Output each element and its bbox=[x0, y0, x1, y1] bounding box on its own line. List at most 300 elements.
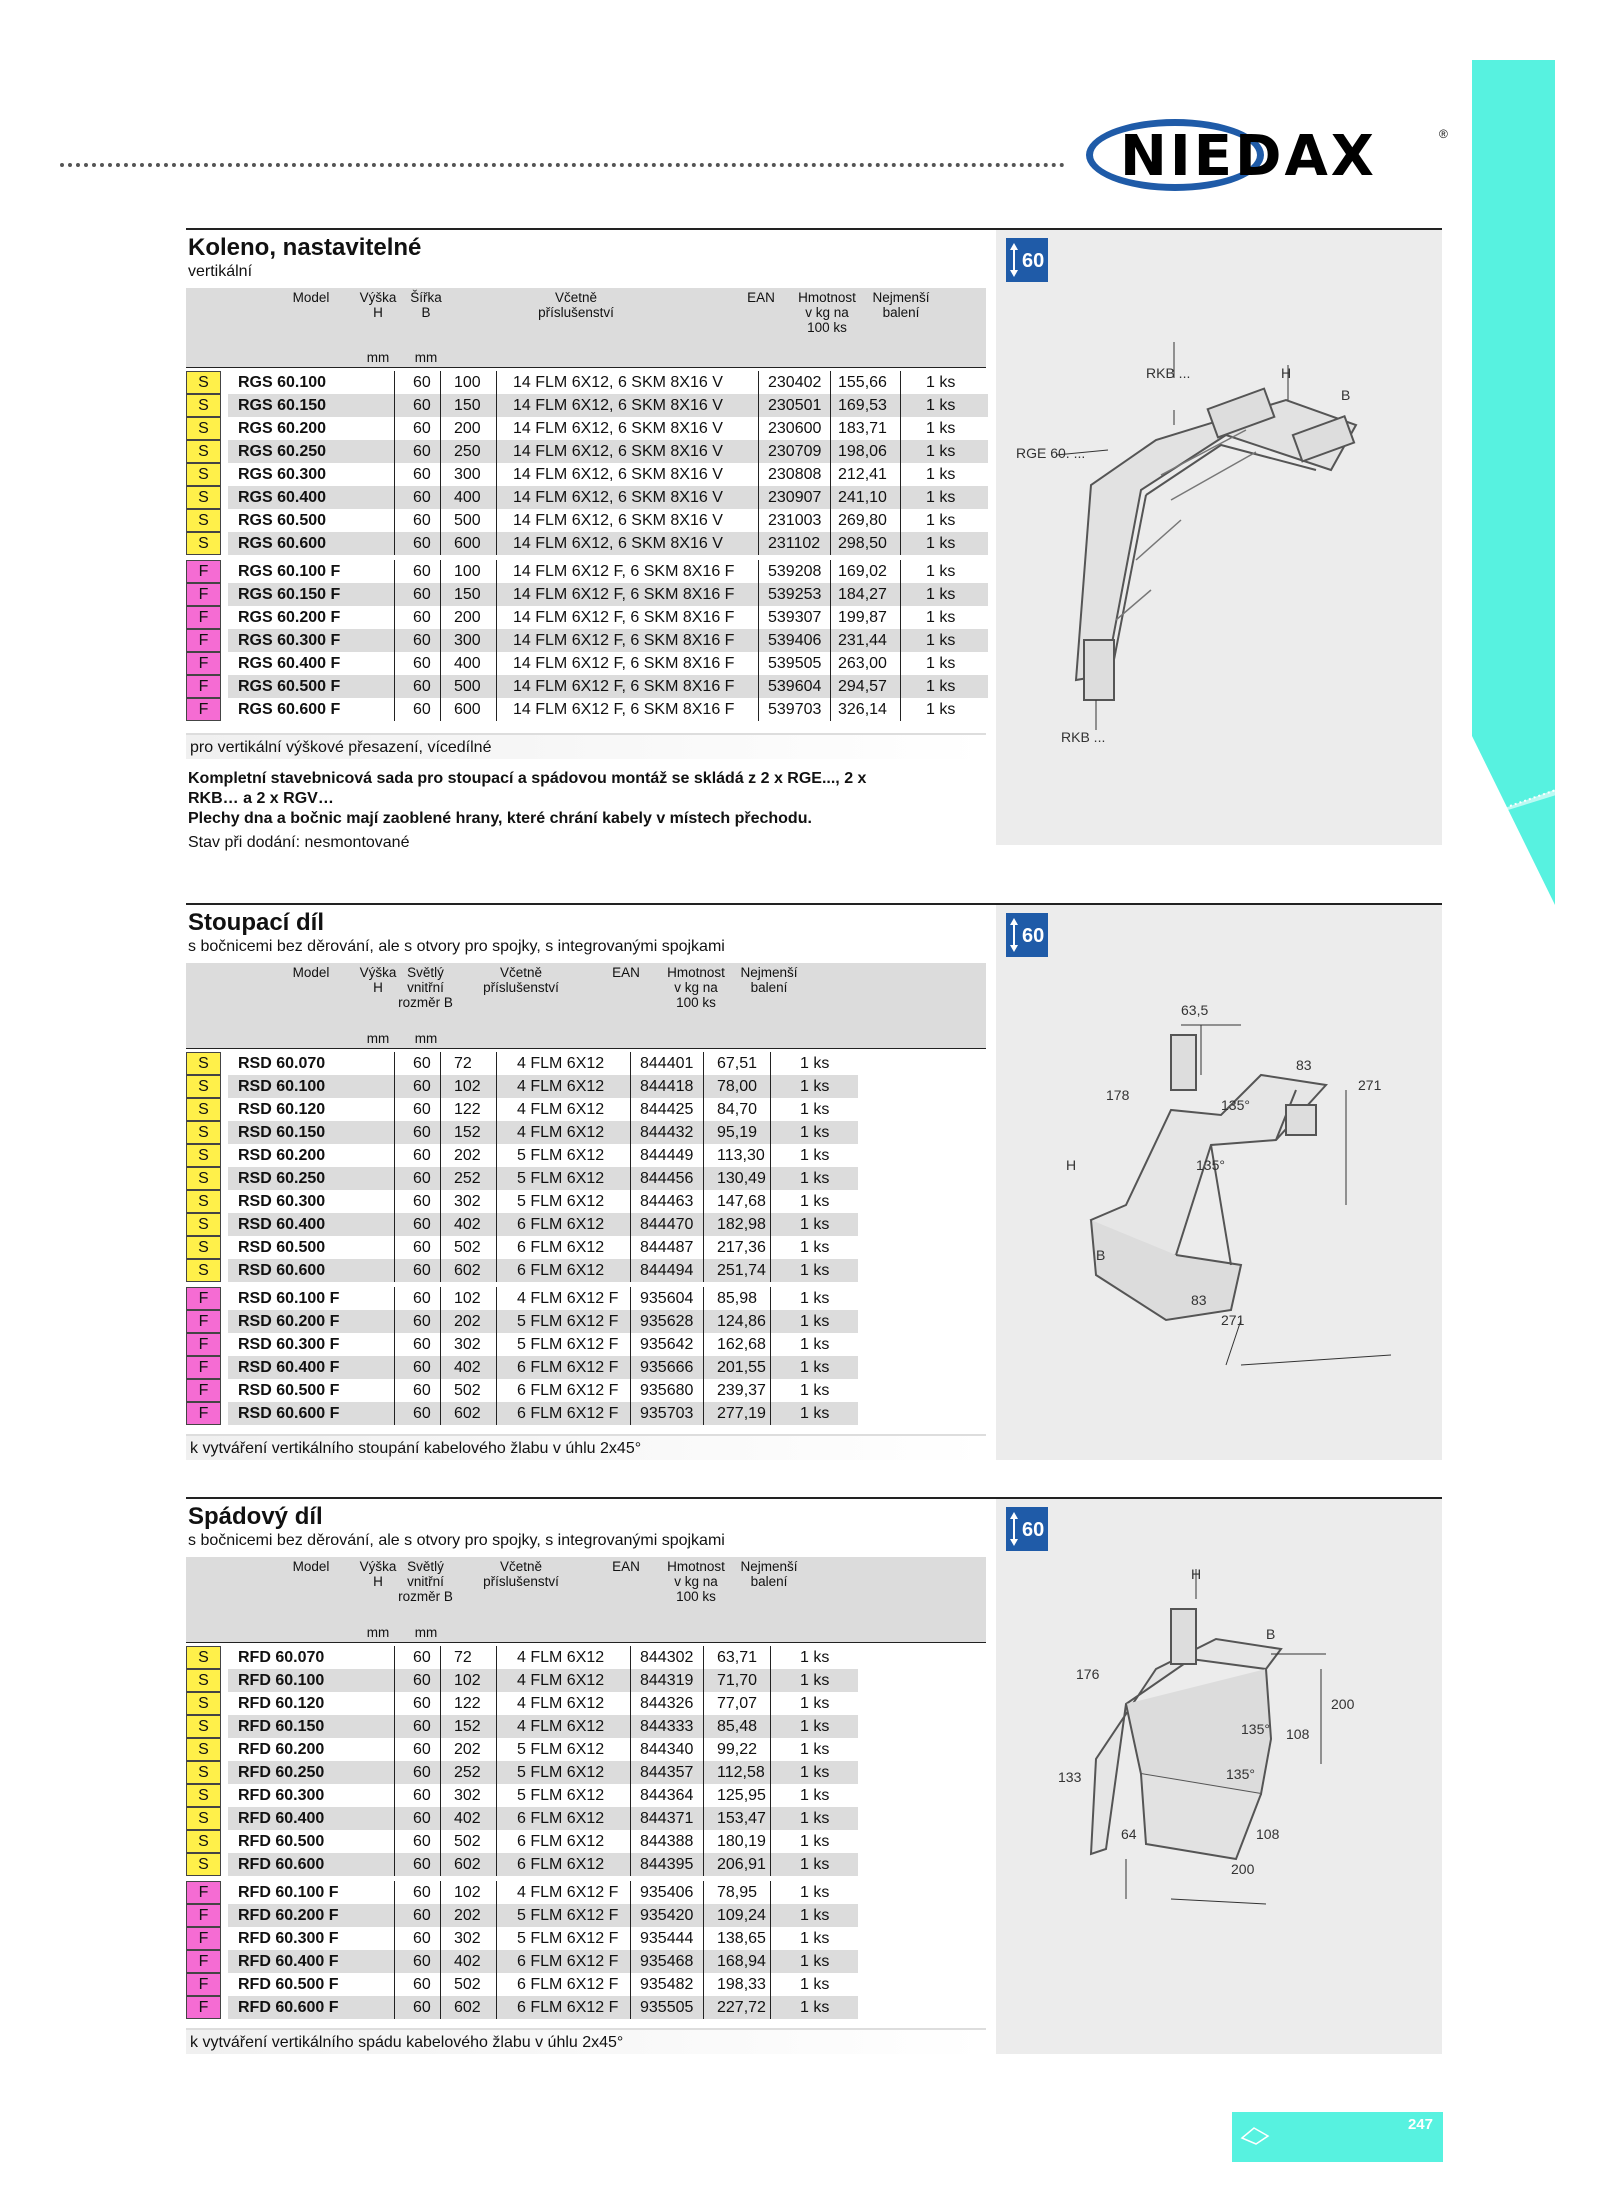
cell-b: 252 bbox=[454, 1764, 481, 1781]
column-separator bbox=[394, 652, 395, 675]
section-subtitle: s bočnicemi bez děrování, ale s otvory pro spojky, s integrovanými spojkami bbox=[188, 1532, 725, 1549]
cell-h: 60 bbox=[413, 563, 431, 580]
table-row bbox=[186, 1996, 986, 2019]
adjustable-bend-drawing bbox=[996, 290, 1442, 810]
cell-kg: 326,14 bbox=[838, 701, 887, 718]
cell-ean: 935604 bbox=[640, 1290, 694, 1307]
column-separator bbox=[770, 1692, 771, 1715]
product-drawing-panel bbox=[996, 905, 1442, 1460]
drawing-label: RGE 60. ... bbox=[1016, 445, 1086, 461]
column-separator bbox=[440, 1287, 441, 1310]
column-separator bbox=[394, 1310, 395, 1333]
material-type-badge: S bbox=[186, 1807, 221, 1830]
cell-b: 252 bbox=[454, 1170, 481, 1187]
row-cells bbox=[228, 1715, 858, 1738]
height-badge bbox=[1006, 238, 1048, 282]
table-row bbox=[186, 1738, 986, 1761]
column-separator bbox=[770, 1881, 771, 1904]
drawing-label: 83 bbox=[1296, 1057, 1312, 1073]
column-separator bbox=[630, 1259, 631, 1282]
table-row bbox=[186, 509, 986, 532]
material-type-badge: S bbox=[186, 1098, 221, 1121]
cell-kg: 77,07 bbox=[717, 1695, 758, 1712]
cell-b: 122 bbox=[454, 1695, 481, 1712]
cell-acc: 14 FLM 6X12, 6 SKM 8X16 V bbox=[513, 512, 723, 529]
cell-b: 400 bbox=[454, 489, 481, 506]
cell-kg: 78,00 bbox=[717, 1078, 758, 1095]
material-type-badge: S bbox=[186, 1259, 221, 1282]
column-separator bbox=[703, 1402, 704, 1425]
column-separator bbox=[394, 1098, 395, 1121]
cell-kg: 155,66 bbox=[838, 374, 887, 391]
row-cells bbox=[228, 675, 988, 698]
column-separator bbox=[770, 1379, 771, 1402]
row-cells bbox=[228, 1333, 858, 1356]
drawing-label: 135° bbox=[1196, 1157, 1225, 1173]
column-separator bbox=[440, 1646, 441, 1669]
th-unit: mm bbox=[366, 350, 390, 365]
cell-acc: 14 FLM 6X12 F, 6 SKM 8X16 F bbox=[513, 609, 735, 626]
table-row bbox=[186, 1310, 986, 1333]
column-separator bbox=[630, 1646, 631, 1669]
column-separator bbox=[830, 394, 831, 417]
column-separator bbox=[394, 583, 395, 606]
column-separator bbox=[496, 675, 497, 698]
column-separator bbox=[440, 1853, 441, 1876]
cell-kg: 147,68 bbox=[717, 1193, 766, 1210]
cell-ean: 844456 bbox=[640, 1170, 694, 1187]
column-separator bbox=[440, 394, 441, 417]
column-separator bbox=[440, 1333, 441, 1356]
row-cells bbox=[228, 1646, 858, 1669]
cell-b: 100 bbox=[454, 563, 481, 580]
column-separator bbox=[440, 629, 441, 652]
row-cells bbox=[228, 532, 988, 555]
column-separator bbox=[496, 1881, 497, 1904]
column-separator bbox=[394, 509, 395, 532]
cell-b: 250 bbox=[454, 443, 481, 460]
column-separator bbox=[496, 583, 497, 606]
material-type-badge: F bbox=[186, 1996, 221, 2019]
column-separator bbox=[630, 1973, 631, 1996]
table-header bbox=[186, 1557, 986, 1643]
th-weight: Hmotnost v kg na 100 ks bbox=[798, 290, 856, 335]
column-separator bbox=[440, 1784, 441, 1807]
cell-ean: 935444 bbox=[640, 1930, 694, 1947]
cell-ean: 935666 bbox=[640, 1359, 694, 1376]
row-cells bbox=[228, 1236, 858, 1259]
niedax-logo bbox=[1086, 115, 1451, 195]
column-separator bbox=[394, 1692, 395, 1715]
cell-h: 60 bbox=[413, 1976, 431, 1993]
cell-acc: 14 FLM 6X12 F, 6 SKM 8X16 F bbox=[513, 563, 735, 580]
cell-b: 502 bbox=[454, 1976, 481, 1993]
column-separator bbox=[703, 1973, 704, 1996]
cell-b: 602 bbox=[454, 1262, 481, 1279]
column-separator bbox=[496, 440, 497, 463]
cell-acc: 14 FLM 6X12 F, 6 SKM 8X16 F bbox=[513, 701, 735, 718]
table-row bbox=[186, 1950, 986, 1973]
cell-ean: 844463 bbox=[640, 1193, 694, 1210]
table-row bbox=[186, 486, 986, 509]
column-separator bbox=[496, 1236, 497, 1259]
drawing-label: B bbox=[1096, 1247, 1106, 1263]
column-separator bbox=[770, 1784, 771, 1807]
cell-b: 202 bbox=[454, 1907, 481, 1924]
cell-model: RSD 60.120 bbox=[238, 1101, 326, 1118]
cell-acc: 14 FLM 6X12, 6 SKM 8X16 V bbox=[513, 443, 723, 460]
cell-pack: 1 ks bbox=[800, 1382, 830, 1399]
cell-ean: 539406 bbox=[768, 632, 822, 649]
drawing-label: 135° bbox=[1221, 1097, 1250, 1113]
cell-acc: 5 FLM 6X12 F bbox=[517, 1907, 619, 1924]
cell-h: 60 bbox=[413, 374, 431, 391]
column-separator bbox=[394, 1904, 395, 1927]
column-separator bbox=[703, 1950, 704, 1973]
column-separator bbox=[440, 1356, 441, 1379]
column-separator bbox=[703, 1715, 704, 1738]
cell-kg: 212,41 bbox=[838, 466, 887, 483]
table-row bbox=[186, 560, 986, 583]
cell-acc: 6 FLM 6X12 bbox=[517, 1262, 605, 1279]
cell-ean: 230600 bbox=[768, 420, 822, 437]
cell-pack: 1 ks bbox=[800, 1405, 830, 1422]
book-icon bbox=[1240, 2124, 1270, 2146]
th-ean: EAN bbox=[747, 290, 775, 305]
cell-b: 602 bbox=[454, 1999, 481, 2016]
cell-kg: 180,19 bbox=[717, 1833, 766, 1850]
cell-ean: 844395 bbox=[640, 1856, 694, 1873]
table-row bbox=[186, 1881, 986, 1904]
cell-b: 402 bbox=[454, 1216, 481, 1233]
cell-acc: 5 FLM 6X12 F bbox=[517, 1336, 619, 1353]
cell-kg: 162,68 bbox=[717, 1336, 766, 1353]
column-separator bbox=[496, 1144, 497, 1167]
table-row bbox=[186, 1973, 986, 1996]
cell-b: 402 bbox=[454, 1953, 481, 1970]
material-type-badge: F bbox=[186, 652, 221, 675]
cell-h: 60 bbox=[413, 1290, 431, 1307]
table-row bbox=[186, 1927, 986, 1950]
column-separator bbox=[770, 1904, 771, 1927]
cell-acc: 6 FLM 6X12 F bbox=[517, 1405, 619, 1422]
row-cells bbox=[228, 1784, 858, 1807]
riser-drawing bbox=[996, 965, 1442, 1435]
cell-kg: 241,10 bbox=[838, 489, 887, 506]
column-separator bbox=[496, 1190, 497, 1213]
cell-h: 60 bbox=[413, 512, 431, 529]
cell-pack: 1 ks bbox=[800, 1147, 830, 1164]
column-separator bbox=[440, 509, 441, 532]
cell-h: 60 bbox=[413, 1124, 431, 1141]
column-separator bbox=[496, 509, 497, 532]
column-separator bbox=[496, 1761, 497, 1784]
cell-acc: 6 FLM 6X12 F bbox=[517, 1359, 619, 1376]
th-accessories: Včetně příslušenství bbox=[483, 1559, 559, 1589]
column-separator bbox=[394, 1121, 395, 1144]
cell-h: 60 bbox=[413, 1382, 431, 1399]
material-type-badge: F bbox=[186, 675, 221, 698]
cell-b: 102 bbox=[454, 1672, 481, 1689]
column-separator bbox=[630, 1692, 631, 1715]
cell-pack: 1 ks bbox=[800, 1787, 830, 1804]
column-separator bbox=[496, 652, 497, 675]
height-badge bbox=[1006, 913, 1048, 957]
cell-b: 500 bbox=[454, 512, 481, 529]
column-separator bbox=[703, 1259, 704, 1282]
column-separator bbox=[496, 417, 497, 440]
cell-kg: 217,36 bbox=[717, 1239, 766, 1256]
th-pack: Nejmenší balení bbox=[872, 290, 930, 320]
column-separator bbox=[394, 1973, 395, 1996]
height-badge bbox=[1006, 1507, 1048, 1551]
column-separator bbox=[394, 1167, 395, 1190]
cell-pack: 1 ks bbox=[800, 1336, 830, 1353]
cell-pack: 1 ks bbox=[800, 1170, 830, 1187]
drawing-label: 83 bbox=[1191, 1292, 1207, 1308]
column-separator bbox=[900, 629, 901, 652]
column-separator bbox=[496, 1121, 497, 1144]
row-cells bbox=[228, 606, 988, 629]
cell-b: 102 bbox=[454, 1884, 481, 1901]
column-separator bbox=[440, 1167, 441, 1190]
cell-b: 602 bbox=[454, 1856, 481, 1873]
cell-acc: 14 FLM 6X12, 6 SKM 8X16 V bbox=[513, 535, 723, 552]
th-pack: Nejmenší balení bbox=[740, 1559, 798, 1589]
column-separator bbox=[703, 1356, 704, 1379]
cell-model: RSD 60.300 F bbox=[238, 1336, 340, 1353]
column-separator bbox=[703, 1904, 704, 1927]
cell-b: 600 bbox=[454, 535, 481, 552]
material-type-badge: F bbox=[186, 1904, 221, 1927]
row-cells bbox=[228, 371, 988, 394]
cell-pack: 1 ks bbox=[800, 1313, 830, 1330]
column-separator bbox=[440, 1881, 441, 1904]
column-separator bbox=[900, 371, 901, 394]
cell-ean: 844494 bbox=[640, 1262, 694, 1279]
material-type-badge: F bbox=[186, 583, 221, 606]
cell-h: 60 bbox=[413, 1147, 431, 1164]
cell-pack: 1 ks bbox=[800, 1930, 830, 1947]
column-separator bbox=[496, 1167, 497, 1190]
cell-h: 60 bbox=[413, 1741, 431, 1758]
product-drawing-panel bbox=[996, 1499, 1442, 2054]
column-separator bbox=[770, 1761, 771, 1784]
cell-pack: 1 ks bbox=[926, 632, 956, 649]
material-type-badge: S bbox=[186, 371, 221, 394]
row-cells bbox=[228, 1075, 858, 1098]
row-cells bbox=[228, 1402, 858, 1425]
cell-acc: 5 FLM 6X12 bbox=[517, 1741, 605, 1758]
cell-h: 60 bbox=[413, 1953, 431, 1970]
th-weight: Hmotnost v kg na 100 ks bbox=[667, 965, 725, 1010]
cell-ean: 935680 bbox=[640, 1382, 694, 1399]
drawing-label: 271 bbox=[1221, 1312, 1245, 1328]
cell-acc: 4 FLM 6X12 bbox=[517, 1101, 605, 1118]
material-type-badge: S bbox=[186, 1236, 221, 1259]
cell-h: 60 bbox=[413, 1833, 431, 1850]
drawing-label: 135° bbox=[1226, 1766, 1255, 1782]
column-separator bbox=[394, 1853, 395, 1876]
column-separator bbox=[394, 1213, 395, 1236]
cell-kg: 84,70 bbox=[717, 1101, 758, 1118]
cell-b: 200 bbox=[454, 609, 481, 626]
cell-pack: 1 ks bbox=[800, 1193, 830, 1210]
cell-acc: 4 FLM 6X12 bbox=[517, 1078, 605, 1095]
column-separator bbox=[770, 1236, 771, 1259]
table-row bbox=[186, 1379, 986, 1402]
column-separator bbox=[496, 1669, 497, 1692]
cell-acc: 14 FLM 6X12, 6 SKM 8X16 V bbox=[513, 420, 723, 437]
cell-model: RGS 60.600 bbox=[238, 535, 327, 552]
material-type-badge: F bbox=[186, 1287, 221, 1310]
drawing-label: B bbox=[1341, 387, 1351, 403]
material-type-badge: S bbox=[186, 1830, 221, 1853]
row-cells bbox=[228, 1121, 858, 1144]
cell-b: 402 bbox=[454, 1810, 481, 1827]
column-separator bbox=[630, 1167, 631, 1190]
cell-h: 60 bbox=[413, 609, 431, 626]
cell-pack: 1 ks bbox=[800, 1833, 830, 1850]
drawing-label: 200 bbox=[1231, 1861, 1255, 1877]
material-type-badge: S bbox=[186, 509, 221, 532]
column-separator bbox=[496, 1213, 497, 1236]
material-type-badge: S bbox=[186, 1190, 221, 1213]
column-separator bbox=[630, 1807, 631, 1830]
th-unit: mm bbox=[414, 350, 438, 365]
row-cells bbox=[228, 1167, 858, 1190]
column-separator bbox=[770, 1996, 771, 2019]
column-separator bbox=[496, 1738, 497, 1761]
cell-b: 500 bbox=[454, 678, 481, 695]
column-separator bbox=[770, 1853, 771, 1876]
th-model: Model bbox=[292, 1559, 330, 1574]
column-separator bbox=[496, 606, 497, 629]
column-separator bbox=[758, 583, 759, 606]
cell-model: RFD 60.600 F bbox=[238, 1999, 339, 2016]
table-row bbox=[186, 417, 986, 440]
table-row bbox=[186, 583, 986, 606]
cell-pack: 1 ks bbox=[800, 1055, 830, 1072]
drawing-label: 108 bbox=[1256, 1826, 1280, 1842]
column-separator bbox=[394, 1333, 395, 1356]
cell-ean: 844340 bbox=[640, 1741, 694, 1758]
cell-model: RSD 60.600 bbox=[238, 1262, 326, 1279]
column-separator bbox=[900, 394, 901, 417]
cell-kg: 168,94 bbox=[717, 1953, 766, 1970]
cell-ean: 844326 bbox=[640, 1695, 694, 1712]
cell-kg: 198,06 bbox=[838, 443, 887, 460]
column-separator bbox=[496, 1287, 497, 1310]
cell-h: 60 bbox=[413, 678, 431, 695]
cell-model: RFD 60.300 F bbox=[238, 1930, 339, 1947]
column-separator bbox=[703, 1807, 704, 1830]
cell-model: RFD 60.400 bbox=[238, 1810, 325, 1827]
column-separator bbox=[900, 698, 901, 721]
column-separator bbox=[496, 1402, 497, 1425]
column-separator bbox=[703, 1052, 704, 1075]
column-separator bbox=[496, 1075, 497, 1098]
column-separator bbox=[630, 1738, 631, 1761]
row-cells bbox=[228, 1996, 858, 2019]
table-row bbox=[186, 1259, 986, 1282]
table-header bbox=[186, 288, 986, 368]
table-row bbox=[186, 1356, 986, 1379]
column-separator bbox=[703, 1830, 704, 1853]
cell-model: RSD 60.500 F bbox=[238, 1382, 340, 1399]
material-type-badge: S bbox=[186, 1853, 221, 1876]
column-separator bbox=[758, 675, 759, 698]
cell-model: RFD 60.400 F bbox=[238, 1953, 339, 1970]
cell-b: 150 bbox=[454, 397, 481, 414]
column-separator bbox=[496, 1950, 497, 1973]
section-note: pro vertikální výškové přesazení, vícedílné bbox=[186, 733, 986, 759]
cell-acc: 4 FLM 6X12 F bbox=[517, 1290, 619, 1307]
table-row bbox=[186, 652, 986, 675]
cell-pack: 1 ks bbox=[926, 535, 956, 552]
column-separator bbox=[758, 629, 759, 652]
cell-h: 60 bbox=[413, 1216, 431, 1233]
column-separator bbox=[440, 1996, 441, 2019]
cell-ean: 844302 bbox=[640, 1649, 694, 1666]
column-separator bbox=[394, 1669, 395, 1692]
table-row bbox=[186, 394, 986, 417]
column-separator bbox=[630, 1853, 631, 1876]
table-row bbox=[186, 1853, 986, 1876]
drawing-label: 135° bbox=[1241, 1721, 1270, 1737]
cell-model: RFD 60.500 bbox=[238, 1833, 325, 1850]
drawing-label: RKB ... bbox=[1061, 729, 1106, 745]
material-type-badge: F bbox=[186, 606, 221, 629]
cell-ean: 935420 bbox=[640, 1907, 694, 1924]
cell-acc: 4 FLM 6X12 bbox=[517, 1718, 605, 1735]
column-separator bbox=[630, 1950, 631, 1973]
material-type-badge: S bbox=[186, 1144, 221, 1167]
material-type-badge: F bbox=[186, 1333, 221, 1356]
height-badge-value: 60 bbox=[1022, 925, 1045, 947]
column-separator bbox=[394, 1996, 395, 2019]
cell-ean: 935505 bbox=[640, 1999, 694, 2016]
column-separator bbox=[440, 532, 441, 555]
cell-kg: 198,33 bbox=[717, 1976, 766, 1993]
cell-model: RFD 60.200 F bbox=[238, 1907, 339, 1924]
column-separator bbox=[770, 1738, 771, 1761]
column-separator bbox=[703, 1379, 704, 1402]
table-row bbox=[186, 1213, 986, 1236]
column-separator bbox=[394, 1738, 395, 1761]
section-note: k vytváření vertikálního spádu kabelového žlabu v úhlu 2x45° bbox=[186, 2028, 986, 2054]
cell-acc: 5 FLM 6X12 F bbox=[517, 1313, 619, 1330]
cell-kg: 294,57 bbox=[838, 678, 887, 695]
cell-pack: 1 ks bbox=[800, 1907, 830, 1924]
column-separator bbox=[830, 583, 831, 606]
column-separator bbox=[440, 1904, 441, 1927]
column-separator bbox=[900, 463, 901, 486]
row-cells bbox=[228, 1807, 858, 1830]
column-separator bbox=[900, 652, 901, 675]
cell-pack: 1 ks bbox=[926, 397, 956, 414]
drawing-label: H bbox=[1066, 1157, 1077, 1173]
cell-ean: 844388 bbox=[640, 1833, 694, 1850]
column-separator bbox=[440, 1692, 441, 1715]
column-separator bbox=[394, 1715, 395, 1738]
table-row bbox=[186, 606, 986, 629]
cell-model: RFD 60.600 bbox=[238, 1856, 325, 1873]
cell-b: 122 bbox=[454, 1101, 481, 1118]
column-separator bbox=[630, 1402, 631, 1425]
column-separator bbox=[630, 1190, 631, 1213]
row-cells bbox=[228, 1927, 858, 1950]
